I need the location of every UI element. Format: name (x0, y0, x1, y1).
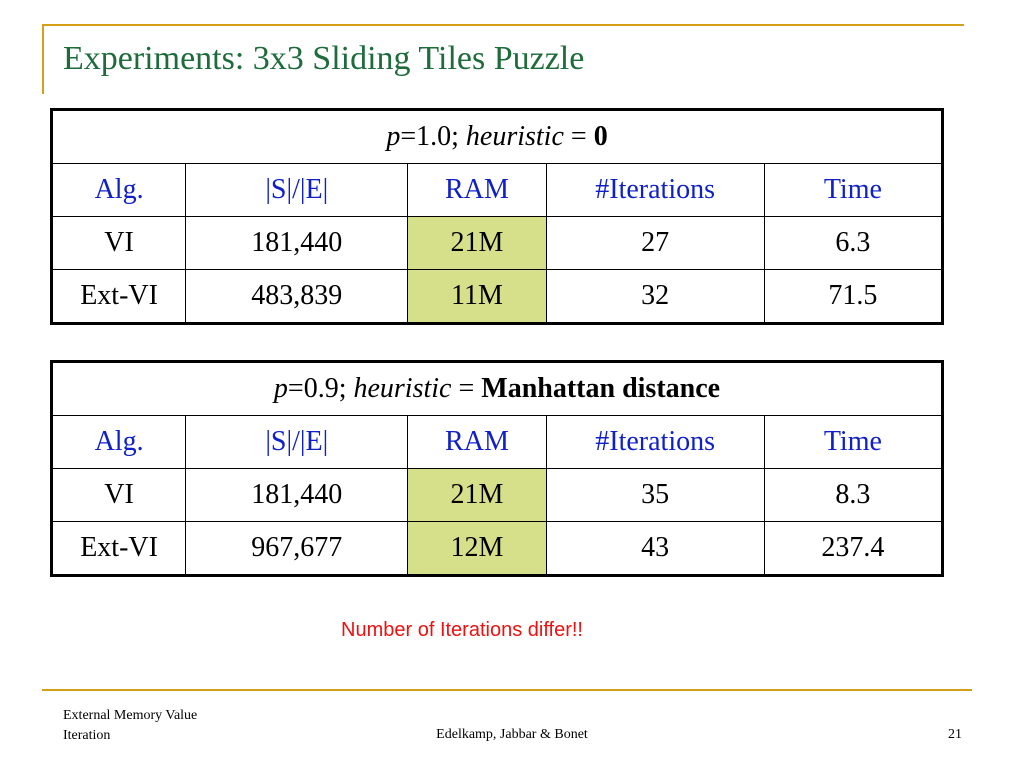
header-alg: Alg. (52, 164, 186, 217)
title-top-rule (42, 24, 964, 26)
cell-ram: 21M (408, 217, 546, 270)
caption-p-value: =0.9; (287, 373, 354, 404)
page-number: 21 (948, 727, 962, 742)
header-ram: RAM (408, 416, 546, 469)
cell-time: 71.5 (764, 270, 942, 324)
cell-s-e: 181,440 (186, 469, 408, 522)
caption-p-label: p (273, 373, 288, 404)
cell-alg: VI (52, 469, 186, 522)
results-table-1 (50, 108, 944, 325)
table-caption (52, 362, 943, 416)
cell-s-e: 181,440 (186, 217, 408, 270)
cell-time: 8.3 (764, 469, 942, 522)
cell-iterations: 35 (546, 469, 764, 522)
footer-authors: Edelkamp, Jabbar & Bonet (436, 727, 588, 742)
header-s-e: |S|/|E| (186, 164, 408, 217)
caption-p-label: p (386, 121, 401, 152)
cell-iterations: 27 (546, 217, 764, 270)
cell-s-e: 967,677 (186, 522, 408, 576)
cell-alg: Ext-VI (52, 522, 186, 576)
header-iterations: #Iterations (546, 164, 764, 217)
caption-heuristic-value: Manhattan distance (481, 373, 721, 404)
table-row (52, 217, 943, 270)
cell-iterations: 32 (546, 270, 764, 324)
caption-p-value: =1.0; (400, 121, 466, 152)
table-caption-row (52, 362, 943, 416)
footer-course-line-2: Iteration (63, 728, 111, 743)
iterations-note: Number of Iterations differ!! (341, 619, 583, 641)
cell-ram: 12M (408, 522, 546, 576)
cell-alg: VI (52, 217, 186, 270)
header-time: Time (764, 416, 942, 469)
header-alg: Alg. (52, 416, 186, 469)
footer-course-title (63, 706, 263, 746)
cell-iterations: 43 (546, 522, 764, 576)
cell-time: 6.3 (764, 217, 942, 270)
header-ram: RAM (408, 164, 546, 217)
slide-title: Experiments: 3x3 Sliding Tiles Puzzle (63, 40, 585, 77)
table-caption (52, 110, 943, 164)
table-row (52, 469, 943, 522)
table-row (52, 270, 943, 324)
table-header-row (52, 416, 943, 469)
title-side-rule (42, 24, 44, 94)
caption-equals: = (563, 121, 594, 152)
table-header-row (52, 164, 943, 217)
footer-course-line-1: External Memory Value (63, 708, 198, 723)
cell-s-e: 483,839 (186, 270, 408, 324)
table-caption-row (52, 110, 943, 164)
caption-heuristic-value: 0 (593, 121, 608, 152)
caption-equals: = (451, 373, 482, 404)
footer-rule (42, 689, 972, 691)
cell-ram: 11M (408, 270, 546, 324)
caption-heuristic-label: heuristic (353, 373, 452, 404)
header-iterations: #Iterations (546, 416, 764, 469)
header-s-e: |S|/|E| (186, 416, 408, 469)
table-row (52, 522, 943, 576)
cell-ram: 21M (408, 469, 546, 522)
cell-time: 237.4 (764, 522, 942, 576)
header-time: Time (764, 164, 942, 217)
caption-heuristic-label: heuristic (465, 121, 564, 152)
cell-alg: Ext-VI (52, 270, 186, 324)
results-table-2 (50, 360, 944, 577)
